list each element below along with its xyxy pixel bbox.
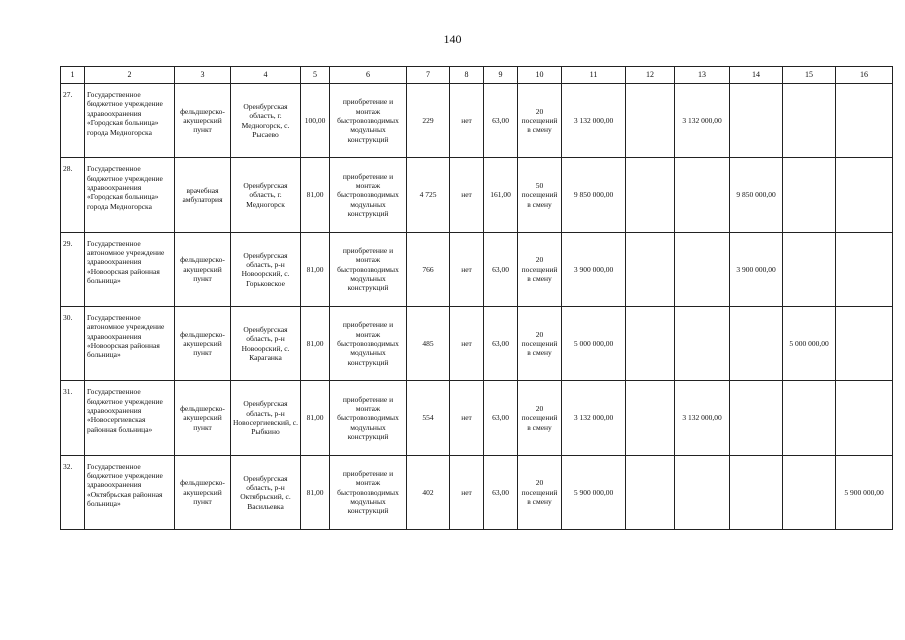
col13-cell [675, 232, 730, 306]
col8-cell: нет [450, 158, 484, 232]
total-amount-cell: 5 900 000,00 [562, 455, 626, 529]
address-cell: Оренбургская область, р-н Новоорский, с. Караганка [231, 306, 301, 380]
total-amount-cell: 3 132 000,00 [562, 381, 626, 455]
header-cell: 14 [730, 67, 783, 84]
col7-cell: 402 [407, 455, 450, 529]
col12-cell [626, 455, 675, 529]
col9-cell: 161,00 [484, 158, 518, 232]
col7-cell: 485 [407, 306, 450, 380]
col15-cell: 5 000 000,00 [783, 306, 836, 380]
header-cell: 6 [330, 67, 407, 84]
row-number-cell: 27. [61, 84, 85, 158]
col16-cell [836, 232, 893, 306]
page-number: 140 [443, 32, 462, 46]
work-type-cell: приобретение и монтаж быстровозводимых модульных конструкций [330, 232, 407, 306]
col13-cell [675, 306, 730, 380]
facility-type-cell: фельдшерско-акушерский пункт [175, 84, 231, 158]
row-number-cell: 29. [61, 232, 85, 306]
table-row [61, 455, 893, 529]
total-amount-cell: 3 900 000,00 [562, 232, 626, 306]
capacity-cell: 20 посещений в смену [518, 232, 562, 306]
capacity-cell: 20 посещений в смену [518, 381, 562, 455]
work-type-cell: приобретение и монтаж быстровозводимых модульных конструкций [330, 306, 407, 380]
table-row [61, 306, 893, 380]
col8-cell: нет [450, 455, 484, 529]
address-cell: Оренбургская область, г. Медногорск, с. Рысаево [231, 84, 301, 158]
col16-cell [836, 158, 893, 232]
address-cell: Оренбургская область, р-н Новосергиевский, с. Рыбкино [231, 381, 301, 455]
row-number-cell: 30. [61, 306, 85, 380]
col14-cell: 3 900 000,00 [730, 232, 783, 306]
header-cell: 1 [61, 67, 85, 84]
table-row [61, 84, 893, 158]
capacity-cell: 50 посещений в смену [518, 158, 562, 232]
col8-cell: нет [450, 84, 484, 158]
col14-cell: 9 850 000,00 [730, 158, 783, 232]
organization-cell: Государственное автономное учреждение здравоохранения «Новоорская районная больница» [85, 232, 175, 306]
col15-cell [783, 455, 836, 529]
total-amount-cell: 3 132 000,00 [562, 84, 626, 158]
col5-cell: 81,00 [301, 381, 330, 455]
col13-cell [675, 455, 730, 529]
address-cell: Оренбургская область, г. Медногорск [231, 158, 301, 232]
col9-cell: 63,00 [484, 232, 518, 306]
col16-cell [836, 306, 893, 380]
table-row [61, 381, 893, 455]
row-number-cell: 28. [61, 158, 85, 232]
col16-cell [836, 84, 893, 158]
header-cell: 7 [407, 67, 450, 84]
header-row [61, 67, 893, 84]
address-cell: Оренбургская область, р-н Октябрьский, с. Васильевка [231, 455, 301, 529]
col15-cell [783, 84, 836, 158]
work-type-cell: приобретение и монтаж быстровозводимых модульных конструкций [330, 455, 407, 529]
col7-cell: 554 [407, 381, 450, 455]
col9-cell: 63,00 [484, 381, 518, 455]
col9-cell: 63,00 [484, 84, 518, 158]
row-number-cell: 31. [61, 381, 85, 455]
col8-cell: нет [450, 232, 484, 306]
facility-type-cell: врачебная амбулатория [175, 158, 231, 232]
header-cell: 5 [301, 67, 330, 84]
work-type-cell: приобретение и монтаж быстровозводимых модульных конструкций [330, 381, 407, 455]
col8-cell: нет [450, 306, 484, 380]
col8-cell: нет [450, 381, 484, 455]
header-cell: 8 [450, 67, 484, 84]
col13-cell: 3 132 000,00 [675, 84, 730, 158]
organization-cell: Государственное бюджетное учреждение здравоохранения «Городская больница» города Медногорска [85, 158, 175, 232]
col5-cell: 81,00 [301, 455, 330, 529]
col16-cell [836, 381, 893, 455]
col13-cell [675, 158, 730, 232]
col12-cell [626, 84, 675, 158]
facility-type-cell: фельдшерско-акушерский пункт [175, 381, 231, 455]
col15-cell [783, 232, 836, 306]
header-cell: 9 [484, 67, 518, 84]
col12-cell [626, 381, 675, 455]
capacity-cell: 20 посещений в смену [518, 84, 562, 158]
col7-cell: 4 725 [407, 158, 450, 232]
header-cell: 11 [562, 67, 626, 84]
capacity-cell: 20 посещений в смену [518, 455, 562, 529]
facility-type-cell: фельдшерско-акушерский пункт [175, 455, 231, 529]
row-number-cell: 32. [61, 455, 85, 529]
header-cell: 4 [231, 67, 301, 84]
facility-type-cell: фельдшерско-акушерский пункт [175, 306, 231, 380]
organization-cell: Государственное бюджетное учреждение здравоохранения «Октябрьская районная больница» [85, 455, 175, 529]
facility-type-cell: фельдшерско-акушерский пункт [175, 232, 231, 306]
header-cell: 15 [783, 67, 836, 84]
table-row [61, 158, 893, 232]
col16-cell: 5 900 000,00 [836, 455, 893, 529]
col14-cell [730, 381, 783, 455]
col5-cell: 81,00 [301, 306, 330, 380]
capacity-cell: 20 посещений в смену [518, 306, 562, 380]
header-cell: 16 [836, 67, 893, 84]
col12-cell [626, 158, 675, 232]
col14-cell [730, 455, 783, 529]
header-cell: 12 [626, 67, 675, 84]
total-amount-cell: 9 850 000,00 [562, 158, 626, 232]
header-cell: 10 [518, 67, 562, 84]
table-row [61, 232, 893, 306]
header-cell: 2 [85, 67, 175, 84]
col13-cell: 3 132 000,00 [675, 381, 730, 455]
facilities-table [60, 66, 893, 530]
col15-cell [783, 381, 836, 455]
work-type-cell: приобретение и монтаж быстровозводимых модульных конструкций [330, 158, 407, 232]
organization-cell: Государственное бюджетное учреждение здравоохранения «Городская больница» города Медногорска [85, 84, 175, 158]
col14-cell [730, 84, 783, 158]
col7-cell: 229 [407, 84, 450, 158]
col15-cell [783, 158, 836, 232]
organization-cell: Государственное бюджетное учреждение здравоохранения «Новосергиевская районная больница» [85, 381, 175, 455]
address-cell: Оренбургская область, р-н Новоорский, с. Горьковское [231, 232, 301, 306]
organization-cell: Государственное автономное учреждение здравоохранения «Новоорская районная больница» [85, 306, 175, 380]
header-cell: 13 [675, 67, 730, 84]
col5-cell: 100,00 [301, 84, 330, 158]
header-cell: 3 [175, 67, 231, 84]
col12-cell [626, 306, 675, 380]
col9-cell: 63,00 [484, 455, 518, 529]
col14-cell [730, 306, 783, 380]
total-amount-cell: 5 000 000,00 [562, 306, 626, 380]
col12-cell [626, 232, 675, 306]
col5-cell: 81,00 [301, 158, 330, 232]
col5-cell: 81,00 [301, 232, 330, 306]
col7-cell: 766 [407, 232, 450, 306]
col9-cell: 63,00 [484, 306, 518, 380]
work-type-cell: приобретение и монтаж быстровозводимых модульных конструкций [330, 84, 407, 158]
